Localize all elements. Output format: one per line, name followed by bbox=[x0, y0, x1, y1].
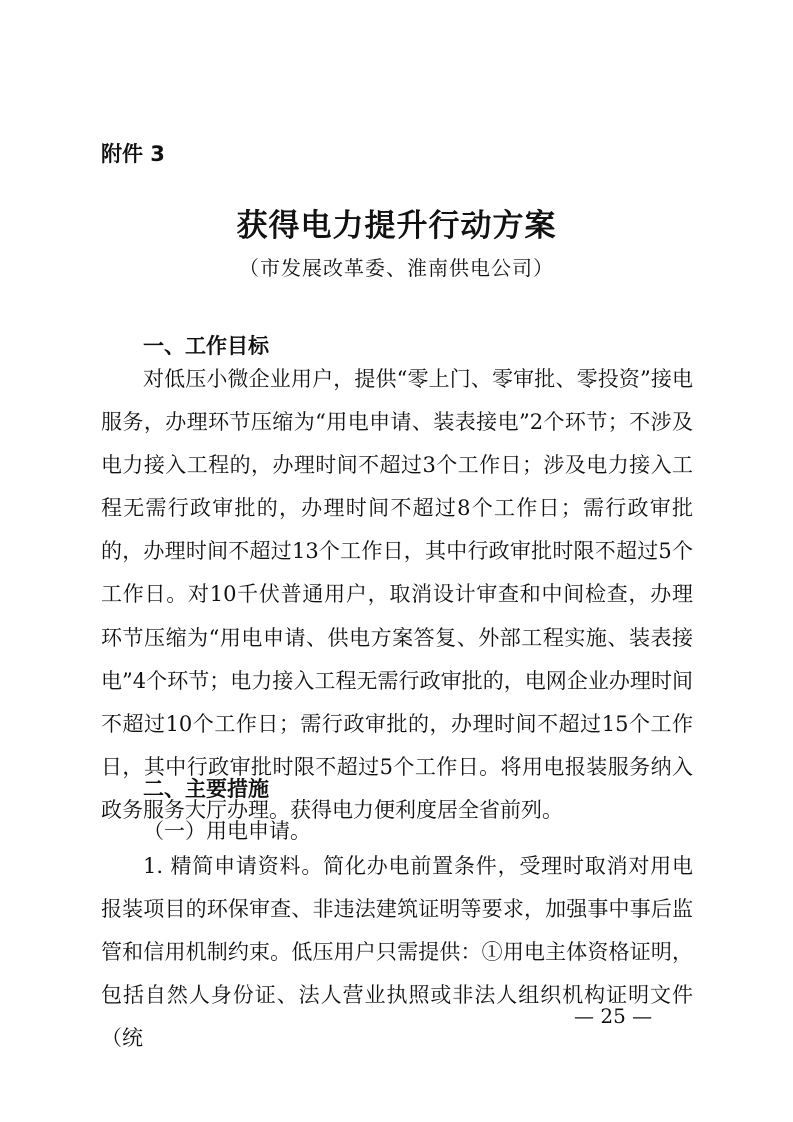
sub-heading-power-application: （一）用电申请。 bbox=[143, 819, 311, 843]
document-title: 获得电力提升行动方案 bbox=[236, 208, 557, 244]
measures-paragraph: 1. 精简申请资料。简化办电前置条件，受理时取消对用电报装项目的环保审查、非违法建筑证明等要求，加强事中事后监管和信用机制约束。低压用户只需提供：①用电主体资格证明，包括自然人身份证、法人营业执照或非法人组织机构证明文件（统 bbox=[101, 854, 693, 1051]
section-heading-measures: 二、主要措施 bbox=[143, 777, 269, 801]
attachment-label: 附件 3 bbox=[101, 142, 165, 166]
document-subtitle: （市发展改革委、淮南供电公司） bbox=[239, 256, 554, 280]
goals-paragraph: 对低压小微企业用户，提供“零上门、零审批、零投资”接电服务，办理环节压缩为“用电申请、装表接电”2个环节；不涉及电力接入工程的，办理时间不超过3个工作日；涉及电力接入工程无需行政审批的，办理时间不超过8个工作日；需行政审批的，办理时间不超过13个工作日，其中行政审批时限不超过5个工作日。对10千伏普通用户，取消设计审查和中间检查，办理环节压缩为“用电申请、供电方案答复、外部工程实施、装表接电”4个环节；电力接入工程无需行政审批的，电网企业办理时间不超过10个工作日；需行政审批的，办理时间不超过15个工作日，其中行政审批时限不超过5个工作日。将用电报装服务纳入政务服务大厅办理。获得电力便利度居全省前列。 bbox=[101, 367, 693, 822]
page-number-text: — 25 — bbox=[574, 1004, 653, 1028]
section-heading-goals: 一、工作目标 bbox=[143, 334, 269, 358]
